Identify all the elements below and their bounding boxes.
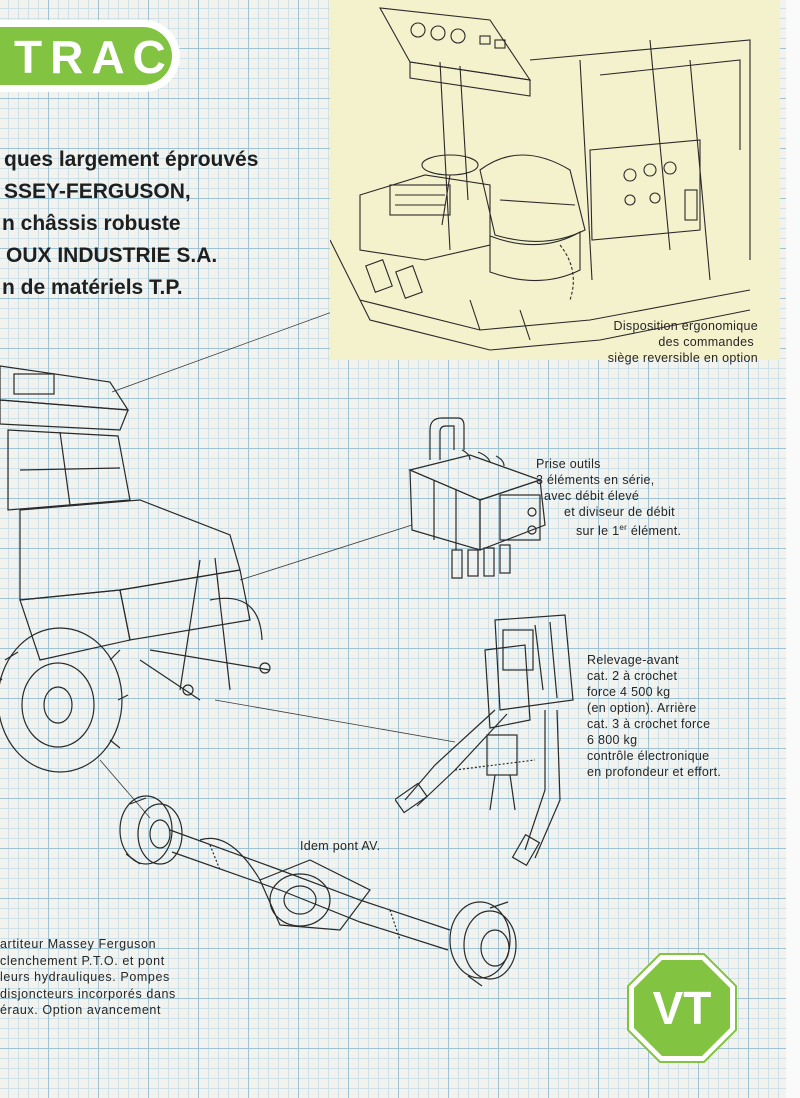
caption-line: des commandes bbox=[658, 335, 754, 349]
caption-line: en profondeur et effort. bbox=[587, 765, 722, 779]
caption-relevage bbox=[587, 652, 777, 780]
caption-line: (en option). Arrière bbox=[587, 701, 697, 715]
caption-line: Disposition ergonomique bbox=[613, 319, 758, 333]
headline bbox=[0, 144, 330, 304]
caption-line: avec débit élevé bbox=[544, 489, 640, 503]
caption-line: cat. 3 à crochet force bbox=[587, 717, 711, 731]
caption-line: contrôle électronique bbox=[587, 749, 710, 763]
caption-cab bbox=[586, 318, 758, 366]
caption-line bbox=[536, 520, 736, 539]
vt-logo bbox=[626, 952, 738, 1064]
logo-text: VT bbox=[652, 982, 712, 1034]
headline-line: n châssis robuste bbox=[2, 212, 181, 235]
cab-interior-drawing bbox=[330, 0, 780, 360]
paragraph-line: leurs hydrauliques. Pompes bbox=[0, 970, 170, 984]
caption-line: cat. 2 à crochet bbox=[587, 669, 678, 683]
paragraph-line: clenchement P.T.O. et pont bbox=[0, 953, 165, 968]
paragraph-line: artiteur Massey Ferguson bbox=[0, 937, 157, 951]
caption-line: Prise outils bbox=[536, 457, 601, 471]
paragraph-line: éraux. Option avancement bbox=[0, 1003, 162, 1017]
headline-line: n de matériels T.P. bbox=[2, 276, 183, 299]
headline-line: OUX INDUSTRIE S.A. bbox=[6, 244, 218, 267]
page-edge bbox=[786, 0, 800, 1098]
caption-line: 6 800 kg bbox=[587, 733, 638, 747]
headline-line: SSEY-FERGUSON, bbox=[4, 180, 191, 203]
brand-title: TRAC bbox=[14, 31, 174, 83]
caption-prise-outils bbox=[536, 456, 736, 539]
caption-line: force 4 500 kg bbox=[587, 685, 671, 699]
bottom-paragraph bbox=[0, 936, 236, 1019]
caption-pont: Idem pont AV. bbox=[300, 839, 381, 853]
caption-line: et diviseur de débit bbox=[564, 505, 675, 519]
paragraph-line: disjoncteurs incorporés dans bbox=[0, 986, 176, 1001]
caption-line: 3 éléments en série, bbox=[536, 473, 655, 487]
caption-superscript: er bbox=[619, 523, 628, 532]
caption-line: siège reversible en option bbox=[607, 351, 758, 365]
caption-line: Relevage-avant bbox=[587, 653, 679, 667]
caption-fragment: élément. bbox=[627, 524, 682, 539]
tractor-drawing bbox=[0, 360, 290, 780]
caption-fragment: sur le 1 bbox=[576, 524, 620, 539]
headline-line: ques largement éprouvés bbox=[4, 148, 259, 171]
